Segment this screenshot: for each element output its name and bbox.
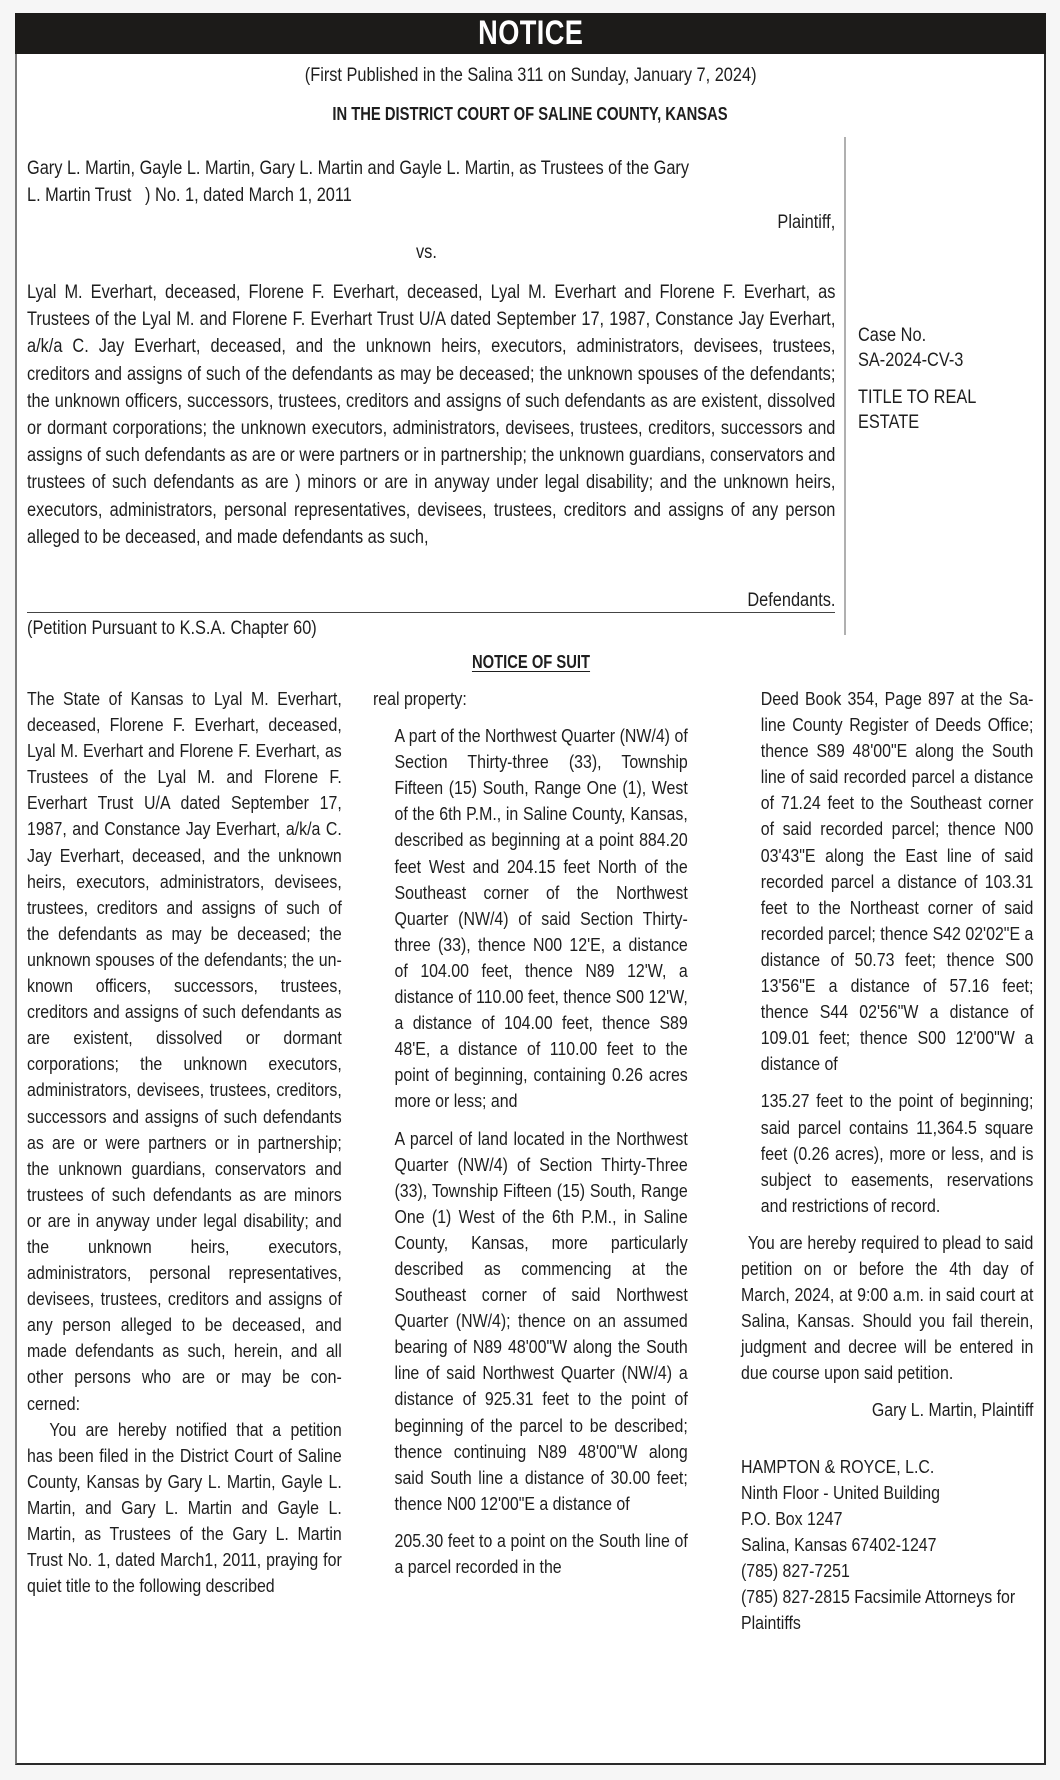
court-heading-text: IN THE DISTRICT COURT OF SALINE COUNTY, KANSAS: [332, 104, 729, 124]
tract-1-description: A part of the Northwest Quarter (NW/4) of Section Thirty-three (33), Township Fifteen (15) South, Range One (1), West of the 6th P.M., in Saline County, Kansas, described as beginning at a point 884.20 feet West and 204.15 feet North of the Southeast corner of the Northwest Quarter (NW/4) of said Section Thirty-three (33), thence N00 12'E, a distance of 104.00 feet, thence N89 12'W, a distance of 110.00 feet, thence S00 12'W, a distance of 104.00 feet, thence S89 48'E, a distance of 110.00 feet to the point of beginning, containing 0.26 acres more or less; and: [394, 725, 688, 1112]
petition-line: (Petition Pursuant to K.S.A. Chapter 60): [27, 618, 317, 639]
plaintiff-line-1: Gary L. Martin, Gayle L. Martin, Gary L. Martin and Gayle L. Martin, as Trustees of the Gary: [27, 158, 690, 179]
real-property-lead: real property:: [373, 688, 467, 709]
notice-paragraph-addressees: The State of Kansas to Lyal M. Everhart, deceased, Florene F. Everhart, deceased, Lyal M. Everhart and Florene F. Everhart, as Trustees of the Lyal M. and Florene F. Everhart Trust U/A dated September 17, 1987, and Constance Jay Everhart, a/k/a C. Jay Everhart, deceased, and the unknown heirs, executors, administrators, devisees, trustees, creditors and assigns of such of the defendants as may be deceased; the unknown spouses of the defendants; the unknown officers, successors, trustees, creditors and assigns of such defendants as are existent, dissolved or dormant corporations; the unknown executors, administrators, devisees, trustees, creditors, successors and assigns of such defendants as are or were partners or in partnership; the unknown guardians, conservators and trustees of such defendants as are minors or are in anyway under legal disability; and the unknown heirs, executors, administrators, personal representatives, devisees, trustees, creditors and assigns of any person alleged to be deceased, and made defendants as such, herein, and all other persons who are or may be concerned:: [27, 688, 342, 1414]
defendants-block: [27, 279, 967, 551]
caption-divider-horizontal: [27, 612, 835, 613]
notice-paragraph-petition: You are hereby notified that a petition has been filed in the District Court of Saline County, Kansas by Gary L. Martin, Gayle L. Martin, and Gary L. Martin and Gayle L. Martin, as Trustees of the Gary L. Martin Trust No. 1, dated March1, 2011, praying for quiet title to the following described: [27, 1418, 342, 1597]
versus-label: vs.: [416, 242, 437, 263]
column-2: [373, 686, 739, 1580]
notice-of-suit-title: NOTICE OF SUIT: [471, 652, 590, 672]
tract-2-description-b: 205.30 feet to a point on the South line of a parcel recorded in the: [394, 1529, 688, 1577]
case-number: SA-2024-CV-3: [858, 350, 964, 371]
defendants-text: Lyal M. Everhart, deceased, Florene F. Everhart, deceased, Lyal M. Everhart and Florene F. Everhart, as Trustees of the Lyal M. and Florene F. Everhart Trust U/A dated September 17, 1987, Constance Jay Everhart, a/k/a C. Jay Everhart, deceased, and the unknown heirs, executors, administrators, devisees, trustees, creditors and assigns of such of the defendants as may be deceased; the unknown spouses of the defendants; the unknown officers, successors, trustees, creditors and assigns of such defendants as are existent, dissolved or dormant corporations; the unknown executors, administrators, devisees, trustees, creditors, successors and assigns of such defendants as are or were partners or in partnership; the unknown guardians, conservators and trustees of such defendants as are ) minors or are in anyway under legal disability; and the unknown heirs, executors, administrators, personal representatives, devisees, trustees, creditors and assigns of any person alleged to be deceased, and made defendants as such,: [27, 282, 836, 548]
tract-2-description-c: Deed Book 354, Page 897 at the Saline County Register of Deeds Office; thence S89 48'00"E along the South line of said recorded parcel a distance of 71.24 feet to the Southeast corner of said recorded parcel; thence N00 03'43"E along the East line of said recorded parcel a distance of 103.31 feet to the Northeast corner of said recorded parcel; thence S42 02'02"E a distance of 50.73 feet; thence S00 13'56"E a distance of 57.16 feet; thence S44 02'56"W a distance of 109.01 feet; thence S00 12'00"W a distance of: [760, 688, 1034, 1075]
case-type-line-2: ESTATE: [858, 412, 920, 433]
plaintiff-block: [27, 155, 797, 209]
attorney-city: Salina, Kansas 67402-1247: [741, 1533, 937, 1555]
attorney-name: HAMPTON & ROYCE, L.C.: [741, 1455, 935, 1477]
notice-title: NOTICE: [477, 14, 584, 52]
plead-paragraph: You are hereby required to plead to said petition on or before the 4th day of March, 2024, at 9:00 a.m. in said court at Salina, Kansas. Should you fail therein, judgment and decree will be entered in due course upon said petition.: [741, 1231, 1034, 1384]
tract-2-description-d: 135.27 feet to the point of beginning; said parcel contains 11,364.5 square feet (0.26 acres), more or less, and is subject to easements, reservations and restrictions of record.: [760, 1090, 1034, 1216]
defendants-label: Defendants.: [746, 590, 835, 611]
defendants-label-wrap: [700, 589, 835, 613]
column-3: [741, 686, 1060, 1636]
notice-title-bar: [15, 13, 1046, 54]
notice-of-suit-heading: [15, 650, 1046, 674]
caption-divider-vertical: [844, 137, 846, 635]
court-heading: [15, 102, 1046, 126]
publication-line: [15, 64, 1046, 88]
plaintiff-line-2: L. Martin Trust ) No. 1, dated March 1, 2011: [27, 185, 352, 207]
plaintiff-label: Plaintiff,: [777, 212, 835, 233]
petition-line-wrap: [27, 616, 364, 642]
attorney-phone: (785) 827-7251: [741, 1559, 850, 1581]
column-1: [27, 686, 393, 1599]
case-type-line-1: TITLE TO REAL: [858, 387, 977, 408]
plaintiff-label-wrap: [700, 210, 835, 236]
case-info: [858, 323, 996, 435]
tract-2-description-a: A parcel of land located in the Northwest Quarter (NW/4) of Section Thirty-Three (33), Township Fifteen (15) South, Range One (1) West of the 6th P.M., in Saline County, Kansas, more particularly described as commencing at the Southeast corner of said Northwest Quarter (NW/4); thence on an assumed bearing of N89 48'00"W along the South line of said Northwest Quarter (NW/4) a distance of 925.31 feet to the point of beginning of the parcel to be described; thence continuing N89 48'00"W along said South line a distance of 30.00 feet; thence N00 12'00"E a distance of: [394, 1127, 688, 1514]
publication-text: (First Published in the Salina 311 on Sunday, January 7, 2024): [304, 65, 757, 86]
plaintiff-signature: Gary L. Martin, Plaintiff: [871, 1399, 1034, 1421]
attorney-address-floor: Ninth Floor - United Building: [741, 1481, 940, 1503]
versus-wrap: [416, 240, 440, 266]
case-no-label: Case No.: [858, 325, 927, 346]
attorney-po-box: P.O. Box 1247: [741, 1507, 843, 1529]
attorney-fax: (785) 827-2815 Facsimile Attorneys for Plaintiffs: [741, 1586, 1016, 1634]
